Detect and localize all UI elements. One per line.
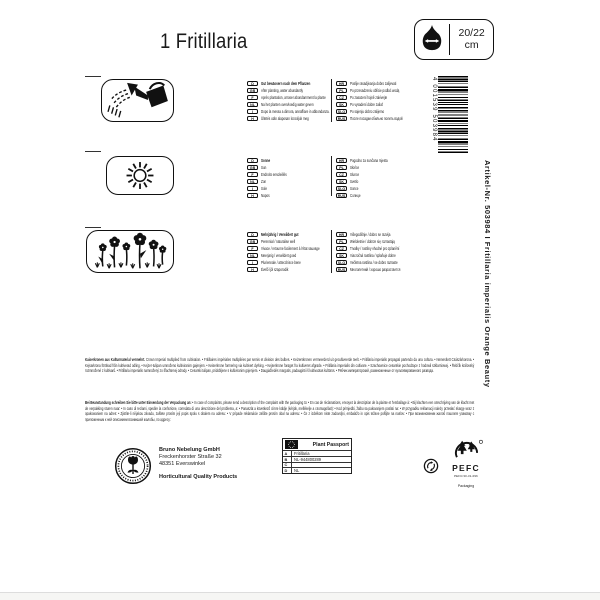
instruction-row [336,259,424,266]
instruction-text: After planting, water abundantly [261,88,304,93]
company-address [159,447,237,481]
instruction-text: Po vysadení dobre zaliať [350,102,383,107]
language-badge: SLO [337,109,346,114]
language-badge: PL [336,165,347,171]
instruction-row [336,171,405,178]
instruction-text: После посадки обильно полить водой [350,116,403,121]
instruction-row [336,164,405,171]
instruction-row [336,115,427,122]
recycling-icon [423,458,439,479]
instruction-text: Trvalky / rostliny vhodné pro zplanění [350,246,400,251]
complaints-paragraph [85,400,474,422]
bulb-size-badge [414,19,494,60]
column-divider [331,156,332,196]
language-badge: GB [247,239,258,245]
instruction-row [336,101,427,108]
pefc-code: PEFC/30-31-096 [454,474,478,478]
language-badge: CZ [336,172,347,178]
language-badge: CZ [336,95,347,101]
instruction-row [336,266,424,273]
instruction-text: Svetlo [350,179,359,184]
instruction-text: Perennial / naturalise well [261,239,296,244]
instruction-text: Многолетний / хорошо разрастается [350,267,401,272]
instructions-watering-right [336,80,427,122]
language-badge: F [247,246,258,252]
instruction-row [247,231,347,238]
instruction-text: Na het planten overvloedig water geven [261,102,314,107]
instruction-text: Poslije rasadjivanja dobro zalijevati [350,81,397,86]
language-badge: D [247,81,258,87]
language-badge: GB [247,165,258,171]
instruction-row [247,245,347,252]
instruction-text: Po przesadzeniu obficie podlać wodą [350,88,400,93]
pefc-logo-icon [448,437,485,462]
instruction-text: Meerjarig / verwildert goed [261,253,297,258]
language-badge: SLO [337,186,346,191]
instruction-text: Vivace / retourne facilement à l'état sauvage [261,246,320,251]
language-badge: SK [336,179,347,185]
instruction-row [247,171,299,178]
instruction-row [336,87,427,94]
watering-icon-box [101,79,174,122]
instruction-row [336,245,424,252]
language-badge: F [247,172,258,178]
paragraph-text: Crown Imperial multiplied from cultivation. • Fritillaires impériales multipliées par semis et division des bulbes. • Keizerskronen vermeerderd uit gecultiveerde teelt. • Fritillaria imperialis propagati partendo da una coltura. • Nemesített Császárkorona. • Kejsarkrona förökad från kultiverad odling. • Kejzer-tulipan umnoženo kultiviranim gajenjem. • Keiserkrone formering via kultivert dyrking. • Kejserkrone forøget fra kultiveret afgrøde. • Fritillaria imperialis din cultivare. • Szachownice cesarskie pochodzące z hodowli szklarniowej. • Řebčík královský rozmnožené z kultivarů. • Fritillaria imperialis namnožený zo šľachtenej odrody. • Cesarski tulipan, pridobljene s kultiviranim gojenjem. • Daugiažiedės margutis, padauginti iš kultivuotas kultūros. • Рябчик императорский, размноженные от культивированного развода. [85,357,475,374]
language-badge: NL [247,253,258,259]
instruction-text: Mehrjährig / Verwildert gut [261,232,299,237]
language-badge: RUS [337,267,346,272]
instructions-perennial-left [247,231,347,273]
paragraph-text: • In case of complaints, please send a description of the complaint with the packaging to: • En cas de réclamations, envoyez la description de la plainte et l'emballage à: • Bij klachten een omschrijving van de klacht met de verpakking sturen naar: • In caso di reclami, spedire la confezione, corredata di una descrizione del problema, a: • Panaszát a következő címre küldje (kérjük, mellékelje a csomagolást): • Kod primjedbi, žalbu sa pakovanjem poslati na: • W przypadku reklamacji należy przesłać skargę wraz z opakowaniem na adres: • Zjistíte-li nějakou závadu, zašlete prosím její popis spolu s obalem na adresu: • V prípade reklamácie zašlite prosím obal na adresu: • Če z izdelkom niste zadovoljni, embalažo in opis težave pošljite na naslov: • При возникновении жалоб пошлите упаковку с приложенным к ней описанием возникшей жалобы, по адресу: [85,400,475,422]
language-badge: SK [336,253,347,259]
instruction-text: Солнце [350,193,361,198]
instruction-row [336,178,405,185]
propagation-paragraph [85,357,474,374]
section-tick [85,76,101,77]
language-badge: D [247,232,258,238]
watering-can-icon [103,81,172,120]
instructions-sun-right [336,157,405,199]
instruction-row [336,192,405,199]
page-title: 1 Fritillaria [160,30,248,53]
instruction-row [247,164,299,171]
language-badge: H [247,267,258,273]
language-badge: H [247,193,258,199]
bulb-icon [415,23,449,56]
instruction-text: Viacročná rastlina / splaňuje dobre [350,253,396,258]
instruction-text: Pogodno za sunčana mjesta [350,158,388,163]
instruction-text: Évelő /jól szaporodik [261,267,289,272]
flowers-icon [88,232,172,271]
instruction-text: Napos [261,193,270,198]
instruction-row [247,252,347,259]
language-badge: F [247,95,258,101]
pp-key: A [283,451,292,456]
language-badge: I [247,260,258,266]
instruction-text: Gut bewässern nach dem Pflanzen [261,81,311,86]
instruction-row [247,192,299,199]
instruction-row [247,157,299,164]
instruction-text: Slunce [350,172,360,177]
instruction-text: Endroits ensoleillés [261,172,287,177]
language-badge: I [247,109,258,115]
instruction-text: Sonne [261,158,271,163]
language-badge: RUS [337,116,346,121]
language-badge: RUS [337,193,346,198]
language-badge: HR [336,81,347,87]
language-badge: H [247,116,258,122]
instruction-row [336,231,424,238]
instruction-row [336,157,405,164]
page-bottom-shadow [0,593,600,600]
company-city: 48351 Everswinkel [159,460,206,467]
instruction-row [336,252,424,259]
plant-passport-header [283,439,351,450]
instruction-text: Ültetés után alaposan locsoljuk meg [261,116,309,121]
language-badge: I [247,186,258,192]
language-badge: SK [336,102,347,108]
pefc-certification [446,437,486,488]
instruction-text: Večletna rastlina / se dobro razraste [350,260,398,265]
paragraph-lead: Kaiserkronen aus Kulturmaterial vermehrt. [85,357,146,362]
flowers-icon-box [86,230,174,273]
plant-passport-box [282,438,352,474]
company-street: Freckenhorster Straße 32 [159,453,222,460]
instruction-text: Après plantation, arroser abondamment la plante [261,95,326,100]
pp-key: B [283,457,292,462]
instruction-row [336,94,427,101]
language-badge: HR [336,158,347,164]
sun-icon-box [106,156,174,195]
instructions-perennial-right [336,231,424,273]
instruction-text: Dopo la messa a dimora, annaffiare in abbondanza. [261,109,330,114]
company-name: Bruno Nebelung GmbH [159,447,220,453]
pp-value: NL-944800289 [294,456,322,462]
pefc-sub-label: Packaging [457,484,475,488]
pp-key: D [283,468,292,473]
barcode [438,76,468,153]
pp-key: C [283,463,292,468]
language-badge: HR [336,232,347,238]
section-tick [85,227,101,228]
language-badge: SLO [337,260,346,265]
pp-value: Fritillaria [294,450,310,456]
pefc-label: PEFC [452,463,480,473]
bulb-size-text: 20/22 cm [458,27,485,51]
language-badge: NL [247,179,258,185]
instruction-text: Zon [261,179,267,184]
barcode-number: 4 001539 503984 [431,77,437,142]
section-tick [85,151,101,152]
instruction-text: Sun [261,165,267,170]
eu-flag-icon [285,440,298,449]
language-badge: NL [247,102,258,108]
instruction-row [336,238,424,245]
instruction-text: Višegodišnje / dobro se razvija [350,232,391,237]
instruction-text: Po sajenju dobro zalijemo [350,109,385,114]
instructions-sun-left [247,157,299,199]
instruction-text: Sonce [350,186,359,191]
instruction-row [336,108,427,115]
language-badge: PL [336,88,347,94]
instruction-text: Po zasazení hojně zalévejte [350,95,388,100]
language-badge: D [247,158,258,164]
plant-passport-title: Plant Passport [312,441,349,448]
instruction-row [336,185,405,192]
instruction-text: Pluriennale / attecchisce bene [261,260,301,265]
plant-passport-row [283,467,351,473]
instruction-text: Sole [261,186,267,191]
kiepenkerl-seal-logo [114,447,152,490]
instruction-text: Wieloletnie / dobrze się rozrastają [350,239,395,244]
instruction-row [336,80,427,87]
language-badge: GB [247,88,258,94]
language-badge: CZ [336,246,347,252]
instruction-row [247,178,299,185]
instruction-text: Słońce [350,165,360,170]
language-badge: PL [336,239,347,245]
company-tagline: Horticultural Quality Products [159,473,238,480]
instruction-row [247,185,299,192]
sun-icon [108,158,172,193]
instruction-row [247,238,347,245]
pp-value: NL [294,468,300,474]
instruction-row [247,266,347,273]
instruction-row [247,259,347,266]
paragraph-lead: Bei Beanstandung schreiben Sie bitte unter Einsendung der Verpackung an: [85,400,192,405]
article-number-side-text: Artikel-Nr. 503984 I Fritillaria imperialis Orange Beauty [483,160,492,388]
